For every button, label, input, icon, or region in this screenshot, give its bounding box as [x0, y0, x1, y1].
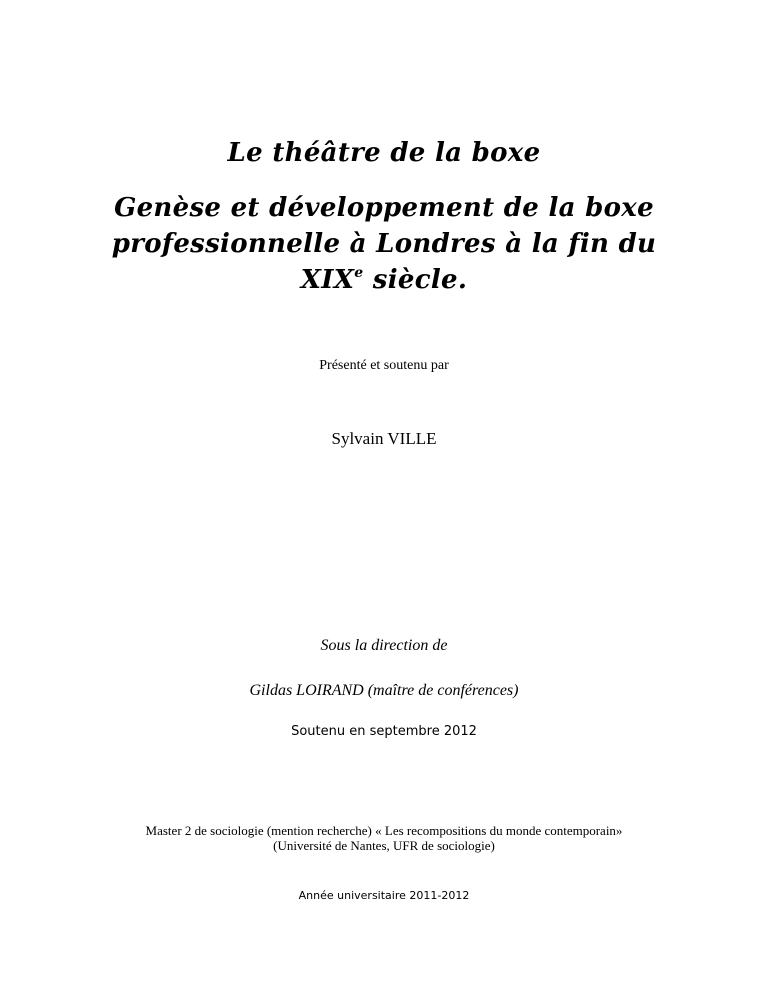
- page-title: Le théâtre de la boxe: [227, 138, 541, 168]
- subtitle-line-3: [0, 262, 768, 298]
- author-name: Sylvain VILLE: [331, 429, 437, 448]
- program-line-2: (Université de Nantes, UFR de sociologie): [273, 838, 495, 853]
- director-name: Gildas LOIRAND (maître de conférences): [249, 682, 519, 699]
- subtitle-line-1: Genèse et développement de la boxe: [114, 193, 654, 223]
- page-subtitle: [0, 190, 768, 298]
- subtitle-century: XIX: [300, 265, 355, 295]
- program-info: [0, 823, 768, 853]
- subtitle-century-superscript: e: [354, 265, 364, 281]
- presented-by-label: Présenté et soutenu par: [319, 358, 449, 373]
- academic-year: Année universitaire 2011-2012: [298, 889, 470, 902]
- defense-date: Soutenu en septembre 2012: [291, 724, 477, 739]
- direction-label: Sous la direction de: [320, 637, 448, 654]
- subtitle-line-2: professionnelle à Londres à la fin du: [111, 229, 657, 259]
- program-line-1: Master 2 de sociologie (mention recherche) « Les recompositions du monde contemporain»: [145, 823, 623, 838]
- subtitle-tail: siècle.: [363, 265, 468, 295]
